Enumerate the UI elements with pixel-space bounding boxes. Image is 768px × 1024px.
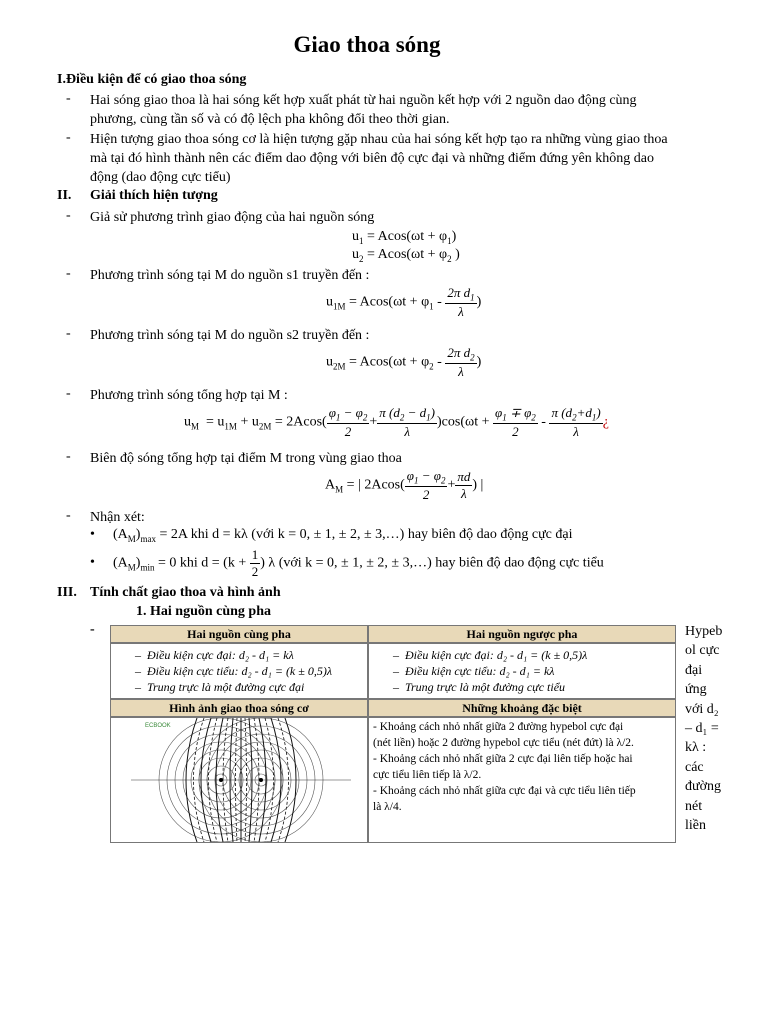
section-3-number: III.: [57, 585, 77, 600]
page-title: Giao thoa sóng: [293, 32, 441, 57]
equation-u2m: $u_{2M} = Acos(\omega t + \varphi_2$ - $\frac{2\pi d_2}{\lambda}$ ): [326, 345, 482, 379]
note-line: - Khoảng cách nhỏ nhất giữa 2 cực đại liên tiếp hoặc hai: [373, 753, 633, 765]
remark-max: $(A_M)_{max} = 2A$ khi d = kλ (với k = 0, ± 1, ± 2, ± 3,…) hay biên độ dao động cực đại: [113, 527, 573, 544]
side-text-line: đường: [685, 779, 721, 795]
side-text-line: liền: [685, 818, 706, 834]
equation-am: $A_M$ = | 2Acos( $\frac{\varphi_1 - \varphi_2}{2}$ + $\frac{\pi d}{\lambda}$ ) |: [325, 468, 484, 502]
side-text-line: kλ :: [685, 740, 707, 756]
sec1-bullet2-line3: động (dao động cực tiểu): [90, 170, 231, 185]
bullet-dash: -: [66, 508, 71, 523]
bullet-dash: -: [66, 449, 71, 464]
sec2-bullet3: Phương trình sóng tại M do nguồn s2 truyền đến :: [90, 328, 370, 343]
image-watermark: ECBOOK: [145, 723, 171, 729]
note-line: - Khoảng cách nhỏ nhất giữa 2 đường hypebol cực đại: [373, 721, 624, 733]
equation-u2: $u_2 = Acos(\omega t + \varphi_2$ ): [352, 247, 460, 264]
interference-table: [110, 625, 676, 843]
section-1-heading: I.Điều kiện để có giao thoa sóng: [57, 72, 247, 87]
same-phase-row-2: Điều kiện cực tiểu: d₂ - d₁ = (k ± 0,5)λ: [147, 664, 333, 678]
note-line: cực tiểu liên tiếp là λ/2.: [373, 769, 482, 781]
note-line: là λ/4.: [373, 801, 402, 813]
same-phase-row-3: Trung trực là một đường cực đại: [147, 680, 305, 694]
equation-um: $u_M = u_{1M} + u_{2M} = 2Acos$( $\frac{\varphi_1 - \varphi_2}{2}$ + $\frac{\pi (d_2 - d_1)}{\lambda}$ )cos(ωt + $\frac{\varphi_1 \mp \varphi_2}{2}$ - $\frac{\pi (d_2+d_1)}{\lambda}$ ¿: [184, 405, 609, 439]
table-header-distances: Những khoảng đặc biệt: [368, 699, 676, 717]
table-header-image: Hình ảnh giao thoa sóng cơ: [110, 699, 368, 717]
bullet-dash: -: [66, 208, 71, 223]
sec1-bullet2-line2: mà tại đó hình thành nên các điểm dao động với biên độ cực đại và những điểm đứng yên không dao: [90, 151, 654, 166]
bullet-dash: -: [90, 622, 95, 637]
bullet-dash: -: [66, 91, 71, 106]
sec1-bullet1-line1: Hai sóng giao thoa là hai sóng kết hợp xuất phát từ hai nguồn kết hợp với 2 nguồn dao động cùng: [90, 93, 637, 108]
section-3-heading: Tính chất giao thoa và hình ảnh: [90, 585, 281, 600]
same-phase-conditions: – Điều kiện cực đại: d₂ - d₁ = kλ – Điều kiện cực tiểu: d₂ - d₁ = (k ± 0,5)λ – Trung trực là một đường cực đại: [110, 643, 368, 699]
sec1-bullet2-line1: Hiện tượng giao thoa sóng cơ là hiện tượng gặp nhau của hai sóng kết hợp tạo ra những vùng giao thoa: [90, 132, 668, 147]
section-3-sub: 1. Hai nguồn cùng pha: [136, 604, 271, 619]
bullet-dash: -: [66, 266, 71, 281]
section-2-heading: Giải thích hiện tượng: [90, 188, 218, 203]
bullet-dash: -: [66, 386, 71, 401]
same-phase-row-1: Điều kiện cực đại: d₂ - d₁ = kλ: [147, 648, 294, 662]
sec2-bullet2: Phương trình sóng tại M do nguồn s1 truyền đến :: [90, 268, 370, 283]
remark-max-text: = 2A khi d = kλ (với k = 0, ± 1, ± 2, ± 3,…) hay biên độ dao động cực đại: [159, 527, 573, 542]
opposite-phase-row-2: Điều kiện cực tiểu: d₂ - d₁ = kλ: [405, 664, 555, 678]
bullet-dash: -: [66, 130, 71, 145]
sec2-bullet1: Giả sử phương trình giao động của hai nguồn sóng: [90, 210, 375, 225]
sec2-bullet4: Phương trình sóng tổng hợp tại M :: [90, 388, 288, 403]
table-header-opposite-phase: Hai nguồn ngược pha: [368, 625, 676, 643]
side-text-line: Hypeb: [685, 624, 723, 639]
note-line: (nét liền) hoặc 2 đường hypebol cực tiểu (nét đứt) là λ/2.: [373, 737, 634, 749]
equation-u1m: $u_{1M} = Acos(\omega t + \varphi_1$ - $\frac{2\pi d_1}{\lambda}$ ): [326, 285, 482, 319]
sec1-bullet1-line2: phương, cùng tần số và có độ lệch pha không đổi theo thời gian.: [90, 112, 450, 127]
table-header-same-phase: Hai nguồn cùng pha: [110, 625, 368, 643]
sec2-bullet5: Biên độ sóng tổng hợp tại điểm M trong vùng giao thoa: [90, 451, 402, 466]
side-text: [685, 622, 755, 835]
note-line: - Khoảng cách nhỏ nhất giữa cực đại và cực tiểu liên tiếp: [373, 785, 636, 797]
opposite-phase-row-3: Trung trực là một đường cực tiểu: [405, 680, 566, 694]
section-2-number: II.: [57, 188, 72, 203]
side-text-line: ứng: [685, 682, 707, 698]
side-text-line: ol cực: [685, 643, 720, 659]
side-text-line: các: [685, 759, 704, 775]
opposite-phase-row-1: Điều kiện cực đại: d₂ - d₁ = (k ± 0,5)λ: [405, 648, 588, 662]
interference-image: [110, 717, 368, 843]
equation-u1: $u_1 = Acos(\omega t + \varphi_1)$: [352, 229, 457, 246]
side-text-line: – d₁ =: [685, 721, 719, 737]
side-text-line: đại: [685, 662, 703, 678]
remark-min: $(A_M)_{min} = 0$ khi d = (k + $\frac{1}{2}$ ) λ (với k = 0, ± 1, ± 2, ± 3,…) hay biên độ dao động cực tiểu: [113, 547, 604, 579]
remark-min-text: λ (với k = 0, ± 1, ± 2, ± 3,…) hay biên độ dao động cực tiểu: [268, 555, 604, 571]
bullet-dot: •: [90, 555, 95, 570]
side-text-line: nét: [685, 798, 703, 814]
sec2-bullet6: Nhận xét:: [90, 510, 145, 525]
bullet-dot: •: [90, 527, 95, 542]
distance-notes: [368, 717, 676, 843]
interference-pattern-icon: [111, 718, 367, 842]
side-text-line: với d₂: [685, 701, 719, 717]
opposite-phase-conditions: – Điều kiện cực đại: d₂ - d₁ = (k ± 0,5)λ – Điều kiện cực tiểu: d₂ - d₁ = kλ – Trung trực là một đường cực tiểu: [368, 643, 676, 699]
bullet-dash: -: [66, 326, 71, 341]
